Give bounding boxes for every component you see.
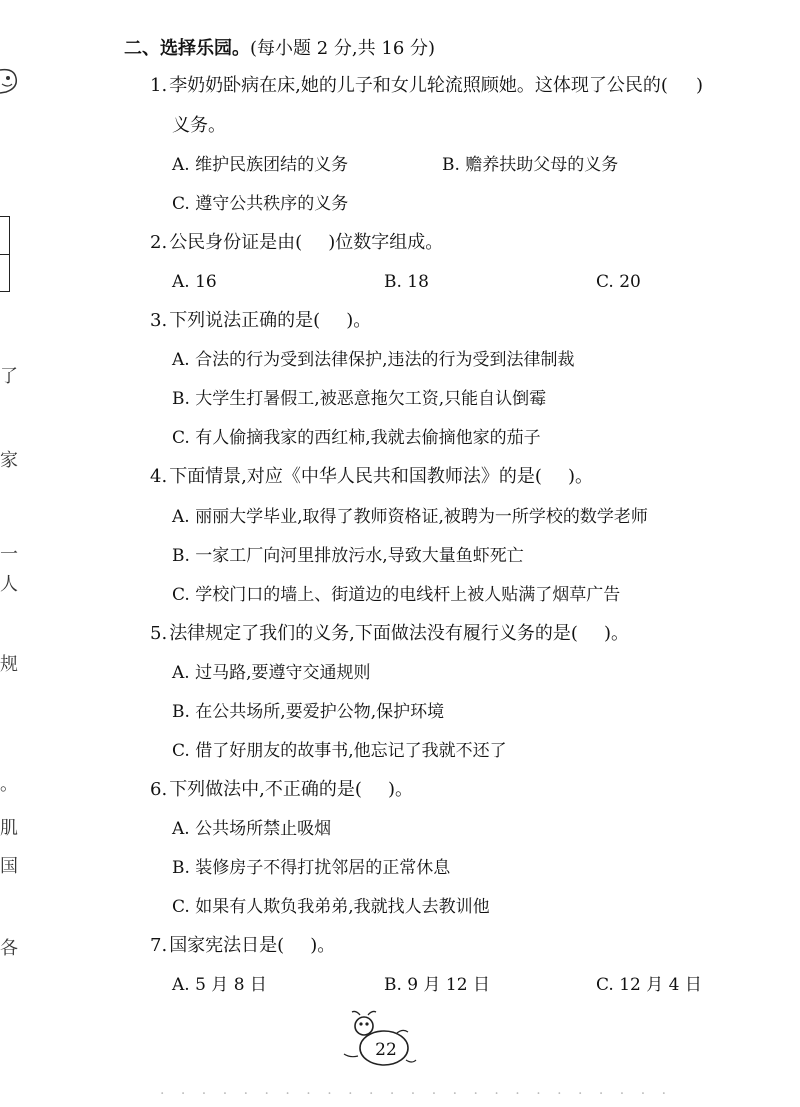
option-c: C. 遵守公共秩序的义务 — [172, 194, 349, 214]
section-score-note: (每小题 2 分,共 16 分) — [250, 38, 436, 59]
section-heading: 二、选择乐园。 — [124, 38, 250, 59]
option-b: B. 9 月 12 日 — [384, 975, 490, 995]
option-b: B. 装修房子不得打扰邻居的正常休息 — [172, 858, 451, 878]
question-5 — [150, 622, 629, 646]
option-b: B. 在公共场所,要爱护公物,保护环境 — [172, 702, 445, 722]
question-close: )。 — [310, 935, 336, 956]
option-a: A. 过马路,要遵守交通规则 — [172, 663, 371, 683]
question-2 — [150, 231, 443, 255]
option-c: C. 如果有人欺负我弟弟,我就找人去教训他 — [172, 897, 490, 917]
question-close: )位数字组成。 — [328, 232, 444, 253]
edge-fragment: 人 — [0, 574, 18, 595]
option-b: B. 18 — [384, 272, 429, 292]
edge-fragment: 规 — [0, 654, 18, 675]
question-4 — [150, 465, 593, 489]
question-text: 下列做法中,不正确的是( — [169, 779, 362, 800]
edge-fragment: 肌 — [0, 818, 18, 839]
question-number: 1. — [150, 75, 168, 96]
question-text: 下列说法正确的是( — [169, 310, 321, 331]
option-c: C. 有人偷摘我家的西红柿,我就去偷摘他家的茄子 — [172, 428, 541, 448]
question-text: 李奶奶卧病在床,她的儿子和女儿轮流照顾她。这体现了公民的( — [169, 75, 668, 96]
option-a: A. 16 — [172, 272, 217, 292]
question-number: 4. — [150, 466, 168, 487]
question-number: 7. — [150, 935, 168, 956]
question-close: ) — [695, 75, 703, 96]
option-a: A. 公共场所禁止吸烟 — [172, 819, 332, 839]
edge-box-divider — [0, 254, 10, 255]
question-text: 法律规定了我们的义务,下面做法没有履行义务的是( — [169, 623, 578, 644]
question-close: )。 — [567, 466, 593, 487]
question-text: 下面情景,对应《中华人民共和国教师法》的是( — [169, 466, 542, 487]
option-b: B. 一家工厂向河里排放污水,导致大量鱼虾死亡 — [172, 546, 524, 566]
question-7 — [150, 934, 335, 958]
option-b: B. 赡养扶助父母的义务 — [442, 155, 619, 175]
question-number: 6. — [150, 779, 168, 800]
question-close: )。 — [346, 310, 372, 331]
question-1-continuation: 义务。 — [172, 115, 226, 136]
question-text: 公民身份证是由( — [169, 232, 303, 253]
page-number: 22 — [375, 1040, 397, 1060]
question-3 — [150, 309, 371, 333]
option-c: C. 20 — [596, 272, 641, 292]
bottom-bleed-line: · · · · · · · · · · · · · · · · · · · · · · · · · — [160, 1086, 673, 1102]
edge-fragment: 了 — [0, 366, 18, 387]
question-number: 2. — [150, 232, 168, 253]
option-a: A. 5 月 8 日 — [172, 975, 267, 995]
option-a: A. 维护民族团结的义务 — [172, 155, 349, 175]
question-close: )。 — [603, 623, 629, 644]
question-text: 国家宪法日是( — [169, 935, 285, 956]
option-c: C. 借了好朋友的故事书,他忘记了我就不还了 — [172, 741, 507, 761]
question-number: 5. — [150, 623, 168, 644]
option-a: A. 合法的行为受到法律保护,违法的行为受到法律制裁 — [172, 350, 575, 370]
edge-fragment: 一 — [0, 544, 18, 565]
option-a: A. 丽丽大学毕业,取得了教师资格证,被聘为一所学校的数学老师 — [172, 507, 648, 527]
question-close: )。 — [387, 779, 413, 800]
option-c: C. 12 月 4 日 — [596, 975, 702, 995]
option-b: B. 大学生打暑假工,被恶意拖欠工资,只能自认倒霉 — [172, 389, 547, 409]
edge-fragment: 家 — [0, 450, 18, 471]
option-c: C. 学校门口的墙上、街道边的电线杆上被人贴满了烟草广告 — [172, 585, 621, 605]
question-6 — [150, 778, 413, 802]
section-title — [124, 34, 435, 60]
edge-fragment: 。 — [0, 774, 18, 795]
cartoon-edge-icon — [0, 66, 18, 96]
edge-fragment: 国 — [0, 856, 18, 877]
question-1 — [150, 74, 703, 98]
edge-fragment: 各 — [0, 938, 18, 959]
question-number: 3. — [150, 310, 168, 331]
